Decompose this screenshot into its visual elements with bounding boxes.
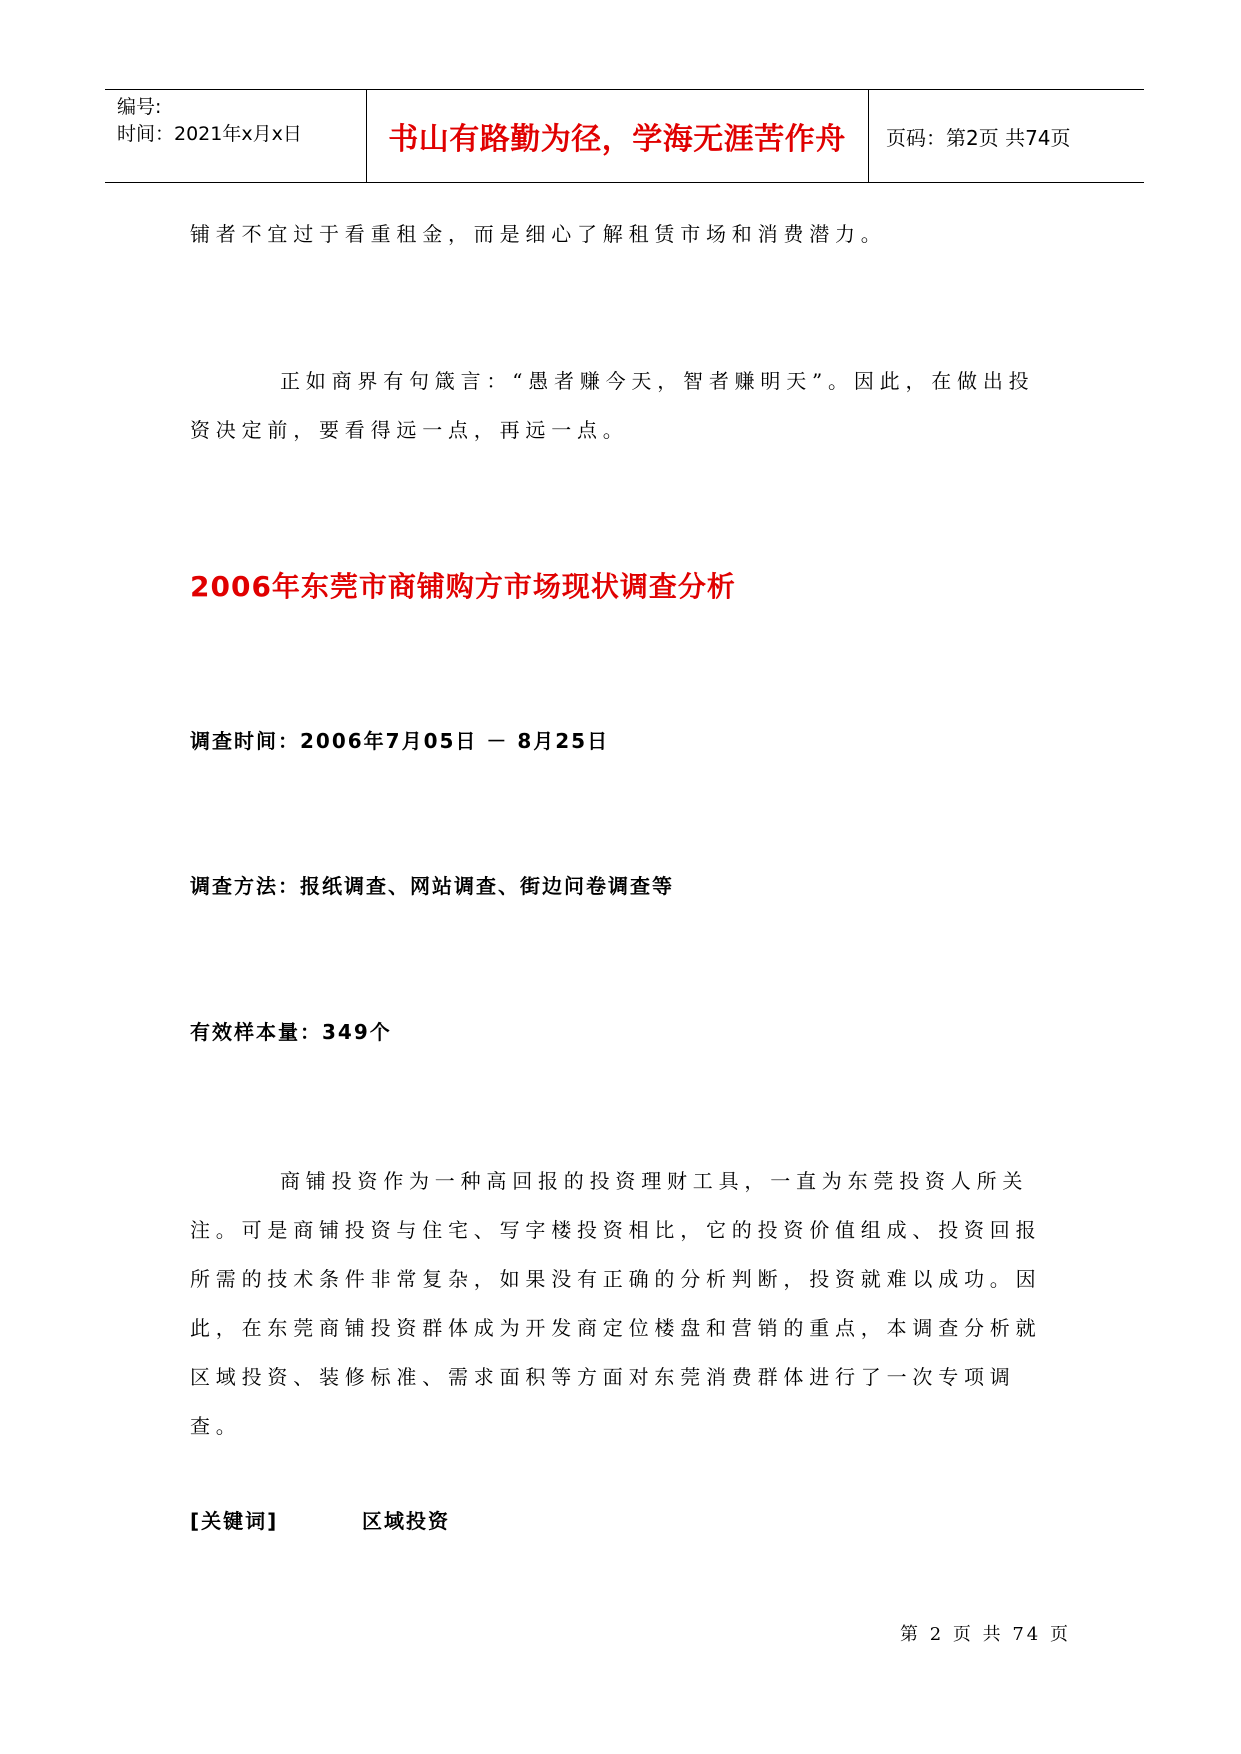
header-divider-right [868,90,869,182]
paragraph-proverb: 正如商界有句箴言：“愚者赚今天，智者赚明天”。因此，在做出投资决定前，要看得远一点，再远一点。 [190,369,1035,442]
page-header [105,89,1144,183]
header-page-info: 页码：第2页 共74页 [886,125,1071,150]
keywords-label: [关键词] [190,1509,279,1533]
header-divider-left [366,90,367,182]
document-time-label: 时间：2021年x月x日 [117,123,302,145]
document-number-label: 编号: [117,96,162,118]
page-footer: 第 2 页 共 74 页 [900,1624,1071,1645]
section-title: 2006年东莞市商铺购方市场现状调查分析 [190,570,736,603]
sample-size: 有效样本量：349个 [190,1020,392,1044]
paragraph-continued: 铺者不宜过于看重租金，而是细心了解租赁市场和消费潜力。 [190,222,887,246]
survey-method: 调查方法：报纸调查、网站调查、街边问卷调查等 [190,874,674,898]
keywords-value: 区域投资 [362,1509,450,1533]
paragraph-introduction: 商铺投资作为一种高回报的投资理财工具，一直为东莞投资人所关注。可是商铺投资与住宅、写字楼投资相比，它的投资价值组成、投资回报所需的技术条件非常复杂，如果没有正确的分析判断，投资就难以成功。因此，在东莞商铺投资群体成为开发商定位楼盘和营销的重点，本调查分析就区域投资、装修标准、需求面积等方面对东莞消费群体进行了一次专项调查。 [190,1169,1042,1438]
header-meta [117,94,302,148]
survey-time: 调查时间：2006年7月05日 － 8月25日 [190,729,610,753]
header-motto: 书山有路勤为径，学海无涯苦作舟 [388,122,846,157]
